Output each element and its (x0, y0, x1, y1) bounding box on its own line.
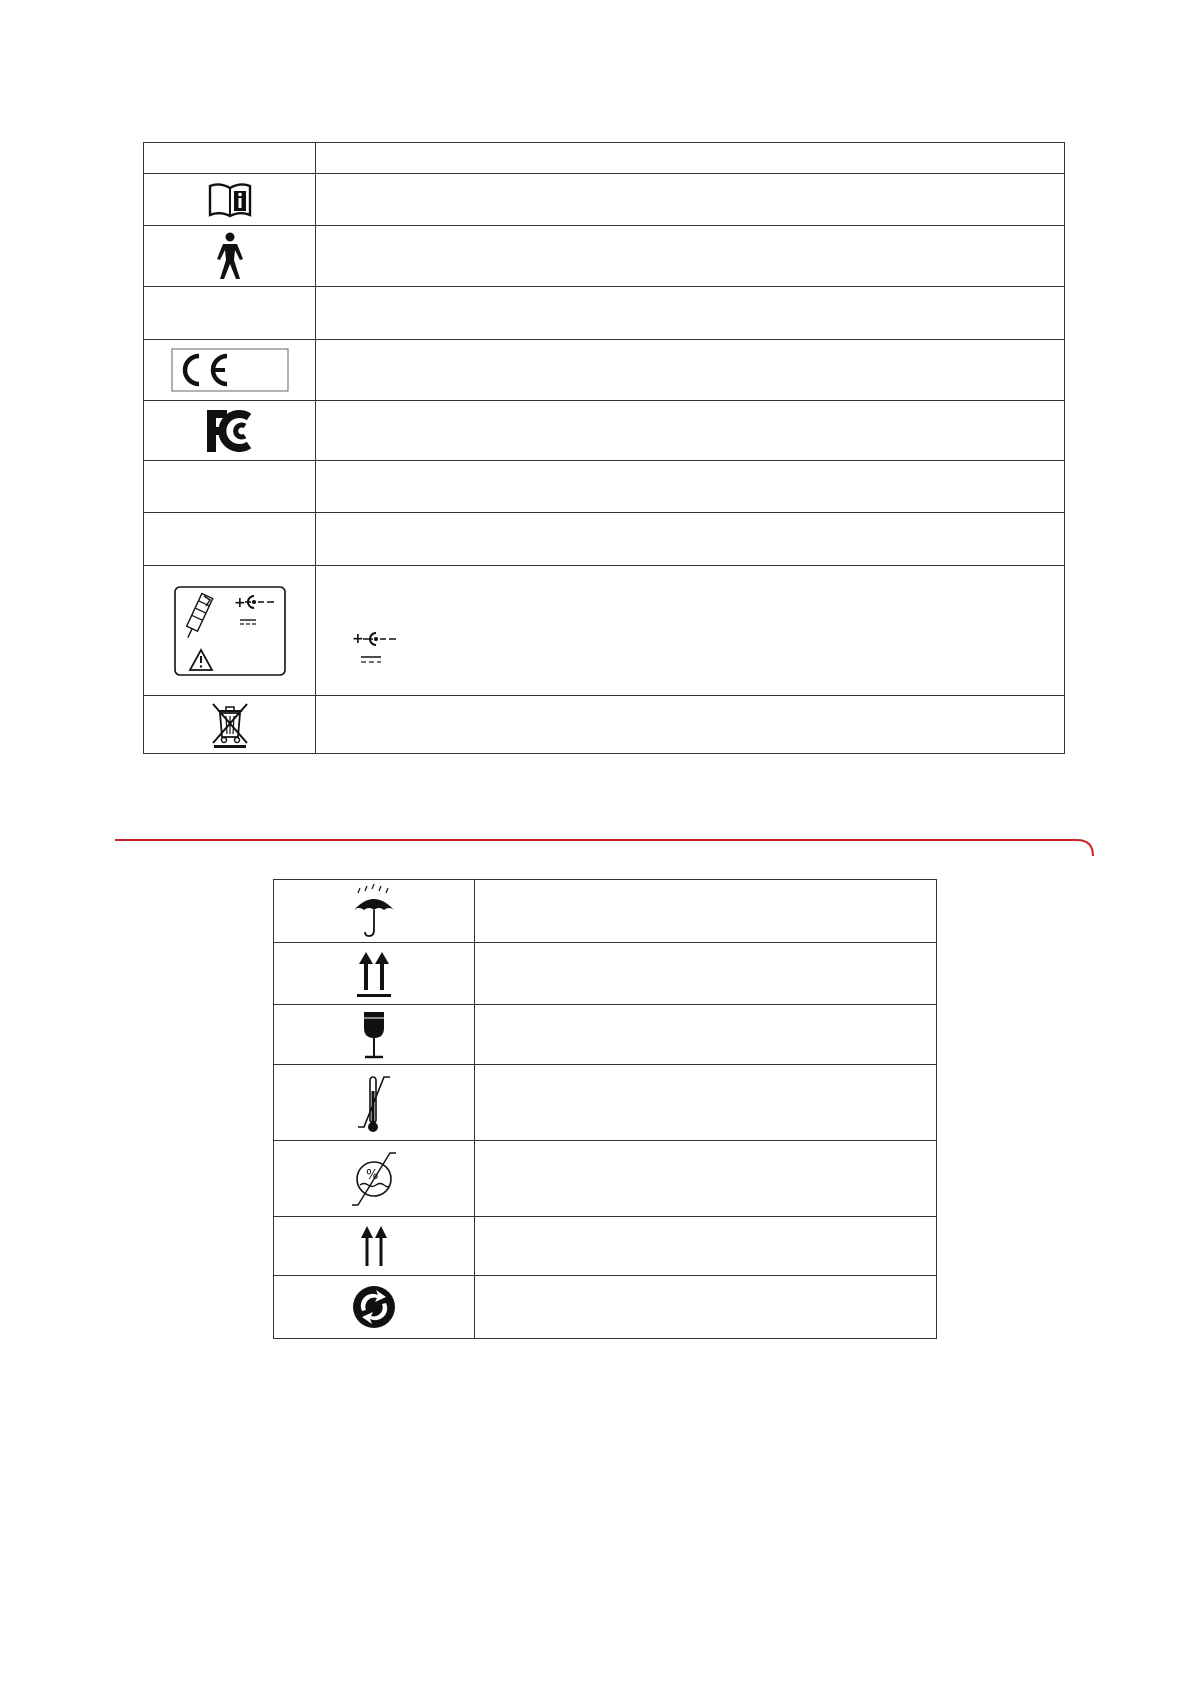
packaging-table (273, 879, 937, 1339)
description-cell (475, 1276, 937, 1339)
dc-polarity-icon (351, 630, 399, 666)
symbol-cell (144, 566, 316, 696)
table-row (144, 174, 1065, 226)
symbol-cell (144, 174, 316, 226)
description-cell (316, 287, 1065, 340)
weee-bin-icon (210, 701, 250, 749)
table-header-row (144, 143, 1065, 174)
table-row (274, 1276, 937, 1339)
temperature-limit-icon (354, 1071, 394, 1135)
description-cell (475, 1217, 937, 1276)
symbols-table (143, 142, 1065, 754)
symbol-cell (144, 226, 316, 287)
section-divider (115, 838, 1095, 868)
table-row (144, 340, 1065, 401)
description-cell (316, 513, 1065, 566)
symbol-cell (144, 287, 316, 340)
table-row (144, 513, 1065, 566)
this-way-up-icon (356, 950, 392, 998)
svg-text:+: + (352, 630, 364, 647)
symbol-cell (274, 880, 475, 943)
description-cell (475, 1141, 937, 1217)
symbol-cell (274, 1141, 475, 1217)
charger-label-icon (174, 586, 286, 676)
description-cell (475, 880, 937, 943)
symbol-cell (144, 340, 316, 401)
symbol-cell (144, 401, 316, 461)
description-cell (316, 461, 1065, 513)
header-symbol-cell (144, 143, 316, 174)
table-row (274, 1141, 937, 1217)
description-cell (475, 1065, 937, 1141)
symbol-cell (144, 513, 316, 566)
symbol-cell (274, 1217, 475, 1276)
description-cell (316, 340, 1065, 401)
keep-dry-umbrella-icon (352, 884, 396, 938)
ce-mark-icon (171, 348, 289, 392)
table-row (274, 1005, 937, 1065)
table-row (274, 880, 937, 943)
upright-arrows-icon (358, 1224, 390, 1268)
type-bf-body-icon (214, 232, 246, 280)
instructions-book-icon (208, 182, 252, 218)
symbol-cell (274, 1276, 475, 1339)
table-row (144, 287, 1065, 340)
description-cell (316, 566, 1065, 696)
table-row (144, 226, 1065, 287)
svg-text:+: + (233, 594, 246, 611)
green-dot-recycle-icon (352, 1285, 396, 1329)
table-row (144, 696, 1065, 754)
description-cell (475, 1005, 937, 1065)
description-cell (316, 401, 1065, 461)
table-row (144, 461, 1065, 513)
svg-text:%: % (366, 1167, 379, 1183)
humidity-limit-icon (348, 1149, 400, 1209)
header-description-cell (316, 143, 1065, 174)
table-row (144, 566, 1065, 696)
symbol-cell (274, 1065, 475, 1141)
description-cell (475, 943, 937, 1005)
table-row (274, 1217, 937, 1276)
fcc-logo-icon (205, 408, 255, 454)
symbol-cell (274, 1005, 475, 1065)
table-row (144, 401, 1065, 461)
table-row (274, 943, 937, 1005)
description-cell (316, 696, 1065, 754)
description-cell (316, 226, 1065, 287)
fragile-glass-icon (360, 1010, 388, 1060)
symbol-cell (144, 696, 316, 754)
description-cell (316, 174, 1065, 226)
symbol-cell (144, 461, 316, 513)
symbol-cell (274, 943, 475, 1005)
table-row (274, 1065, 937, 1141)
